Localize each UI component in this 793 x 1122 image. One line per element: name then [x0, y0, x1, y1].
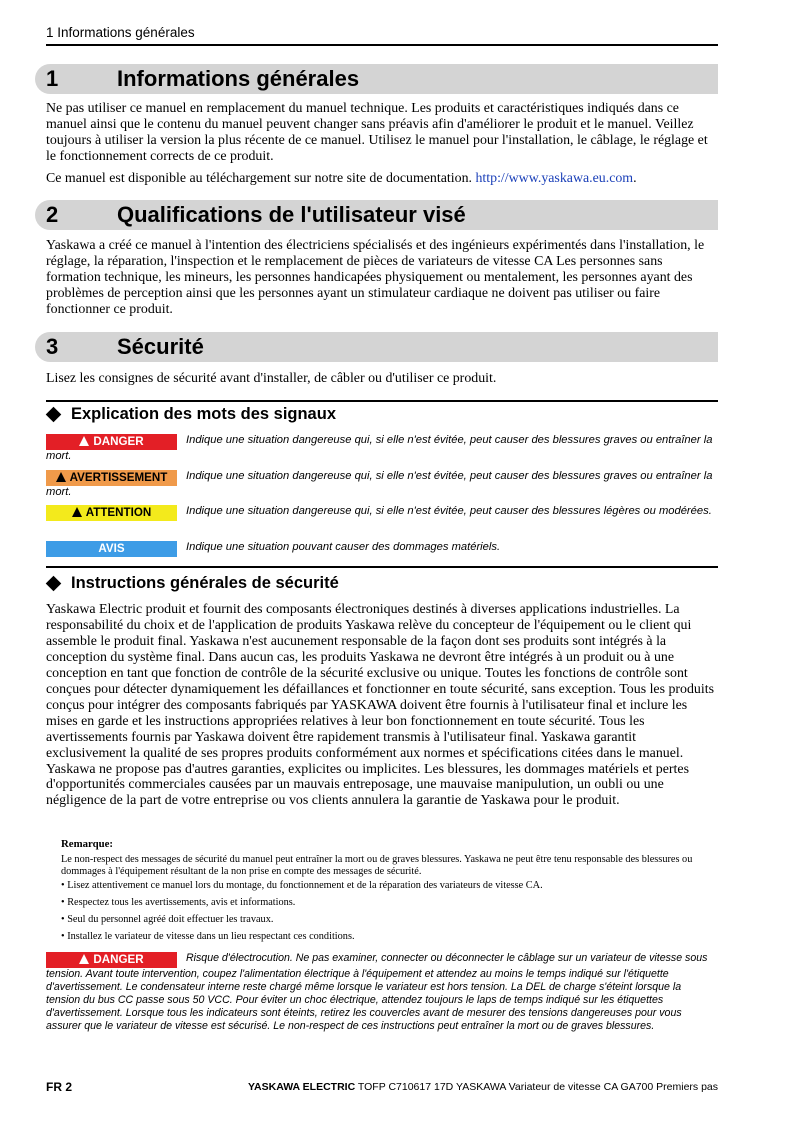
warning-triangle-icon	[56, 472, 66, 482]
badge-label: DANGER	[93, 953, 144, 966]
notice-badge	[46, 541, 177, 557]
signal-words-heading	[46, 404, 336, 424]
signal-warning	[46, 470, 714, 499]
bullet-text: Lisez attentivement ce manuel lors du montage, du fonctionnement et de la réparation des variateurs de vitesse CA.	[67, 880, 543, 891]
bullet-item: • Respectez tous les avertissements, avis et informations.	[61, 897, 296, 908]
badge-label: DANGER	[93, 435, 144, 448]
running-header: 1 Informations générales	[46, 25, 195, 40]
header-rule	[46, 44, 718, 46]
section-1-paragraph: Ne pas utiliser ce manuel en remplacement du manuel technique. Les produits et caractéristiques indiqués dans ce manuel ainsi que le contenu du manuel peuvent changer sans préavis afin d'améliorer le produit et le manuel. Veillez toujours à utiliser la version la plus récente de ce manuel. Utilisez le manuel pour l'installation, le câblage, le réglage et le fonctionnement corrects de ce produit.	[46, 101, 708, 164]
section-2-paragraph: Yaskawa a créé ce manuel à l'intention des électriciens spécialisés et des ingénieurs expérimentés dans l'installation, le réglage, la réparation, l'inspection et le remplacement de pièces de variateurs de vitesse CA Les personnes sans formation technique, les mineurs, les personnes handicapées physiquement ou mentalement, les personnes ayant des problèmes de perception ainsi que les personnes ayant un stimulateur cardiaque ne doivent pas utiliser ou faire fonctionner ce produit.	[46, 238, 705, 317]
signal-description: Indique une situation dangereuse qui, si elle n'est évitée, peut causer des blessures légères ou modérées.	[186, 505, 712, 517]
section-1-heading	[35, 64, 718, 94]
warning-triangle-icon	[72, 507, 82, 517]
subsection-title: Explication des mots des signaux	[71, 405, 336, 423]
bullet-text: Seul du personnel agréé doit effectuer les travaux.	[67, 914, 274, 925]
footer-doc: TOFP C710617 17D YASKAWA Variateur de vitesse CA GA700 Premiers pas	[357, 1081, 718, 1093]
section-title: Qualifications de l'utilisateur visé	[117, 202, 466, 227]
warning-badge	[46, 470, 177, 486]
signal-description: Indique une situation dangereuse qui, si elle n'est évitée, peut causer des blessures graves ou entraîner la mort.	[46, 470, 713, 498]
signal-caution	[46, 505, 714, 521]
general-instructions-heading	[46, 573, 339, 593]
badge-label: AVIS	[98, 542, 125, 555]
download-end: .	[633, 171, 637, 186]
danger-badge	[46, 434, 177, 450]
diamond-bullet-icon	[46, 575, 62, 591]
signal-notice	[46, 541, 714, 557]
section-title: Sécurité	[117, 334, 204, 359]
page-number: FR 2	[46, 1080, 73, 1094]
subsection-title: Instructions générales de sécurité	[71, 574, 339, 592]
warning-triangle-icon	[79, 436, 89, 446]
footer-brand: YASKAWA ELECTRIC	[248, 1081, 356, 1093]
remark-text: Le non-respect des messages de sécurité du manuel peut entraîner la mort ou de graves blessures. Yaskawa ne peut être tenu responsable des blessures ou dommages à l'équipement résultant de la non prise en compte des messages de sécurité.	[61, 854, 693, 878]
documentation-link[interactable]: http://www.yaskawa.eu.com	[475, 171, 634, 186]
subsection-rule	[46, 400, 718, 402]
remark-title: Remarque:	[61, 838, 113, 850]
signal-description: Indique une situation pouvant causer des dommages matériels.	[186, 541, 501, 553]
footer-doc-info	[248, 1081, 718, 1093]
bullet-item: • Installez le variateur de vitesse dans un lieu respectant ces conditions.	[61, 931, 355, 942]
electrocution-danger-block	[46, 952, 714, 1033]
section-1-download-paragraph	[46, 171, 718, 187]
bullet-item: • Lisez attentivement ce manuel lors du montage, du fonctionnement et de la réparation des variateurs de vitesse CA.	[61, 880, 543, 891]
general-instructions-paragraph: Yaskawa Electric produit et fournit des composants électroniques destinés à diverses applications industrielles. La responsabilité du choix et de l'application de produits Yaskawa relève du concepteur de l'équipement ou le client qui assemble le produit final. Yaskawa n'est aucunement responsable de la façon dont ses produits sont intégrés à la conception du système final. Dans aucun cas, les produits Yaskawa ne devront être intégrés à un produit ou à une conception en tant que fonction de contrôle de la sécurité exclusive ou unique. Toutes les fonctions de contrôle sont conçues pour détecter dynamiquement les défaillances et fonctionner en toute sécurité, sans exception. Tous les produits conçus pour intégrer des composants fabriqués par YASKAWA doivent être fournis à l'utilisateur final et inclure les mises en garde et les instructions appropriées relatives à leur bon fonctionnement en toute sécurité. Tous les avertissements fournis par Yaskawa doivent être rapidement transmis à l'utilisateur final. Yaskawa garantit exclusivement la qualité de ses propres produits conformément aux normes et spécifications citées dans le manuel. Yaskawa ne propose pas d'autres garanties, explicites ou implicites. Les blessures, les dommages matériels et pertes d'opportunités commerciales causées par un mauvais entreposage, une mauvaise manipulution, un oubli ou une négligence de la part de votre entreprise ou vos clients annulera la garantie de Yaskawa pour le produit.	[46, 602, 715, 809]
diamond-bullet-icon	[46, 406, 62, 422]
danger-badge	[46, 952, 177, 968]
section-3-paragraph: Lisez les consignes de sécurité avant d'installer, de câbler ou d'utiliser ce produit.	[46, 371, 497, 386]
section-3-heading	[35, 332, 718, 362]
section-title: Informations générales	[117, 66, 360, 91]
subsection-rule	[46, 566, 718, 568]
section-2-heading	[35, 200, 718, 230]
section-number: 2	[46, 202, 59, 227]
section-number: 1	[46, 66, 59, 91]
signal-description: Indique une situation dangereuse qui, si elle n'est évitée, peut causer des blessures graves ou entraîner la mort.	[46, 434, 713, 462]
bullet-text: Respectez tous les avertissements, avis et informations.	[67, 897, 296, 908]
bullet-text: Installez le variateur de vitesse dans un lieu respectant ces conditions.	[67, 931, 355, 942]
danger-description: Risque d'électrocution. Ne pas examiner, connecter ou déconnecter le câblage sur un variateur de vitesse sous tension. Avant toute intervention, coupez l'alimentation électrique à l'équipement et attendez au moins le temps indiqué sur l'étiquette d'avertissement. Le condensateur interne reste chargé même lorsque le variateur est hors tension. La DEL de charge s'éteint lorsque la tension du bus CC passe sous 50 VCC. Pour éviter un choc électrique, attendez toujours le laps de temps indiqué sur les étiquettes d'avertissement. Lorsque tous les indicateurs sont éteints, retirez les couvercles avant de mesurer des tensions dangereuses pour vous assurer que le variateur de vitesse est sécurisé. Le non-respect de ces instructions peut entraîner la mort ou de graves blessures.	[46, 952, 708, 1032]
download-text: Ce manuel est disponible au téléchargement sur notre site de documentation.	[46, 171, 472, 186]
warning-triangle-icon	[79, 954, 89, 964]
badge-label: AVERTISSEMENT	[69, 471, 168, 484]
badge-label: ATTENTION	[85, 506, 152, 519]
signal-danger	[46, 434, 714, 463]
bullet-item: • Seul du personnel agréé doit effectuer les travaux.	[61, 914, 274, 925]
caution-badge	[46, 505, 177, 521]
section-number: 3	[46, 334, 59, 359]
